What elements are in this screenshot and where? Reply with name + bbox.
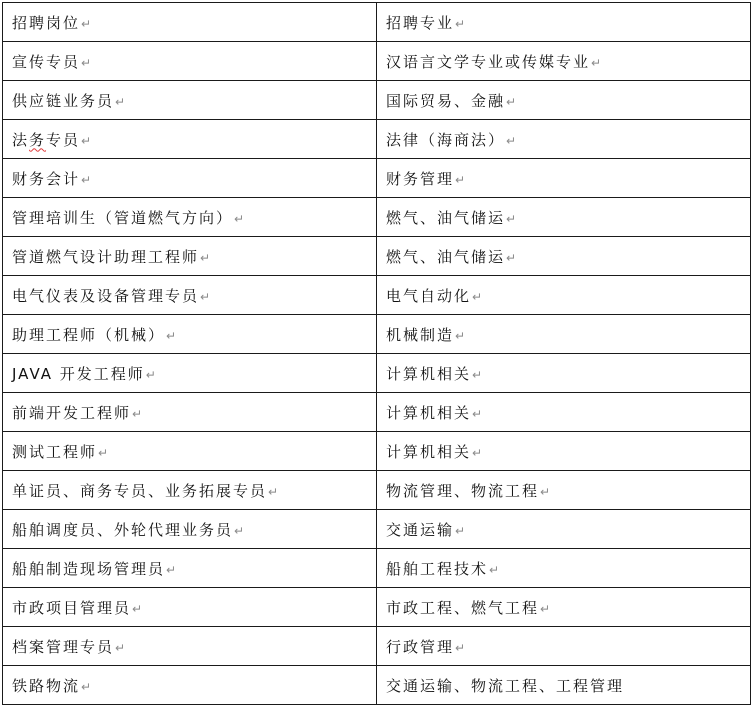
paragraph-mark-icon: ↵ [455, 328, 466, 343]
position-cell [3, 510, 377, 549]
paragraph-mark-icon: ↵ [166, 562, 177, 577]
position-cell [3, 276, 377, 315]
paragraph-mark-icon: ↵ [506, 133, 517, 148]
paragraph-mark-icon: ↵ [268, 484, 279, 499]
major-cell [377, 471, 751, 510]
position-cell [3, 666, 377, 705]
major-cell [377, 354, 751, 393]
paragraph-mark-icon: ↵ [234, 211, 245, 226]
position-text: 助理工程师（机械） [12, 325, 166, 344]
paragraph-mark-icon: ↵ [145, 367, 156, 382]
position-text: 宣传专员 [12, 52, 81, 71]
position-text: 档案管理专员 [12, 637, 115, 656]
paragraph-mark-icon: ↵ [455, 523, 466, 538]
paragraph-mark-icon: ↵ [98, 445, 109, 460]
major-text: 燃气、油气储运 [386, 247, 506, 266]
major-cell [377, 159, 751, 198]
major-cell [377, 81, 751, 120]
table-row [3, 432, 751, 471]
paragraph-mark-icon: ↵ [455, 172, 466, 187]
major-text: 交通运输 [386, 520, 455, 539]
paragraph-mark-icon: ↵ [506, 250, 517, 265]
paragraph-mark-icon: ↵ [540, 484, 551, 499]
paragraph-mark-icon: ↵ [506, 211, 517, 226]
major-text: 机械制造 [386, 325, 455, 344]
paragraph-mark-icon: ↵ [472, 289, 483, 304]
paragraph-mark-icon: ↵ [506, 94, 517, 109]
position-text-end: 专员 [46, 130, 81, 149]
header-major-text: 招聘专业 [386, 13, 455, 32]
major-cell [377, 393, 751, 432]
position-cell [3, 354, 377, 393]
table-row [3, 120, 751, 159]
major-cell [377, 237, 751, 276]
paragraph-mark-icon: ↵ [166, 328, 177, 343]
table-row [3, 354, 751, 393]
position-cell [3, 627, 377, 666]
table-row [3, 276, 751, 315]
major-cell [377, 198, 751, 237]
paragraph-mark-icon: ↵ [81, 16, 92, 31]
major-text: 国际贸易、金融 [386, 91, 506, 110]
major-text: 计算机相关 [386, 403, 472, 422]
table-row [3, 627, 751, 666]
position-text: 船舶制造现场管理员 [12, 559, 166, 578]
major-text: 市政工程、燃气工程 [386, 598, 540, 617]
major-cell [377, 510, 751, 549]
major-text: 物流管理、物流工程 [386, 481, 540, 500]
header-row [3, 3, 751, 42]
position-cell [3, 81, 377, 120]
position-cell [3, 237, 377, 276]
paragraph-mark-icon: ↵ [200, 289, 211, 304]
major-cell [377, 627, 751, 666]
paragraph-mark-icon: ↵ [234, 523, 245, 538]
position-cell [3, 471, 377, 510]
header-position-text: 招聘岗位 [12, 13, 81, 32]
major-text: 财务管理 [386, 169, 455, 188]
table-row [3, 549, 751, 588]
paragraph-mark-icon: ↵ [132, 601, 143, 616]
position-text: 前端开发工程师 [12, 403, 132, 422]
major-text: 行政管理 [386, 637, 455, 656]
position-text: 管道燃气设计助理工程师 [12, 247, 200, 266]
paragraph-mark-icon: ↵ [472, 367, 483, 382]
paragraph-mark-icon: ↵ [81, 679, 92, 694]
position-text: 船舶调度员、外轮代理业务员 [12, 520, 234, 539]
recruitment-table [2, 2, 751, 705]
paragraph-mark-icon: ↵ [81, 55, 92, 70]
table-row [3, 159, 751, 198]
position-text: 电气仪表及设备管理专员 [12, 286, 200, 305]
table-row [3, 393, 751, 432]
position-text: 铁路物流 [12, 676, 81, 695]
major-text: 计算机相关 [386, 364, 472, 383]
position-cell [3, 432, 377, 471]
paragraph-mark-icon: ↵ [455, 16, 466, 31]
header-cell-major [377, 3, 751, 42]
position-text: JAVA 开发工程师 [12, 364, 145, 383]
paragraph-mark-icon: ↵ [115, 94, 126, 109]
table-row [3, 588, 751, 627]
position-cell [3, 198, 377, 237]
major-text: 法律（海商法） [386, 130, 506, 149]
paragraph-mark-icon: ↵ [472, 445, 483, 460]
table-row [3, 42, 751, 81]
paragraph-mark-icon: ↵ [115, 640, 126, 655]
major-text: 计算机相关 [386, 442, 472, 461]
table-row [3, 666, 751, 705]
major-cell [377, 588, 751, 627]
spellcheck-flagged-text: 务 [29, 130, 47, 149]
paragraph-mark-icon: ↵ [132, 406, 143, 421]
paragraph-mark-icon: ↵ [591, 55, 602, 70]
paragraph-mark-icon: ↵ [200, 250, 211, 265]
position-text: 测试工程师 [12, 442, 98, 461]
paragraph-mark-icon: ↵ [455, 640, 466, 655]
table-row [3, 81, 751, 120]
major-text: 电气自动化 [386, 286, 472, 305]
major-text: 交通运输、物流工程、工程管理 [386, 676, 625, 695]
table-row [3, 510, 751, 549]
major-text: 燃气、油气储运 [386, 208, 506, 227]
table-row [3, 471, 751, 510]
major-cell [377, 315, 751, 354]
position-cell [3, 42, 377, 81]
paragraph-mark-icon: ↵ [81, 133, 92, 148]
major-cell [377, 276, 751, 315]
header-cell-position [3, 3, 377, 42]
position-cell [3, 120, 377, 159]
major-cell [377, 120, 751, 159]
paragraph-mark-icon: ↵ [472, 406, 483, 421]
table-row [3, 315, 751, 354]
major-cell [377, 42, 751, 81]
major-text: 汉语言文学专业或传媒专业 [386, 52, 591, 71]
position-text: 供应链业务员 [12, 91, 115, 110]
paragraph-mark-icon: ↵ [81, 172, 92, 187]
major-text: 船舶工程技术 [386, 559, 489, 578]
paragraph-mark-icon: ↵ [540, 601, 551, 616]
position-cell [3, 159, 377, 198]
major-cell [377, 549, 751, 588]
position-cell [3, 315, 377, 354]
position-text: 单证员、商务专员、业务拓展专员 [12, 481, 268, 500]
table-row [3, 198, 751, 237]
paragraph-mark-icon: ↵ [489, 562, 500, 577]
table-row [3, 237, 751, 276]
major-cell [377, 666, 751, 705]
position-cell [3, 588, 377, 627]
position-text: 财务会计 [12, 169, 81, 188]
position-cell [3, 549, 377, 588]
position-cell [3, 393, 377, 432]
position-text: 市政项目管理员 [12, 598, 132, 617]
position-text: 管理培训生（管道燃气方向） [12, 208, 234, 227]
major-cell [377, 432, 751, 471]
position-text-start: 法 [12, 130, 30, 149]
